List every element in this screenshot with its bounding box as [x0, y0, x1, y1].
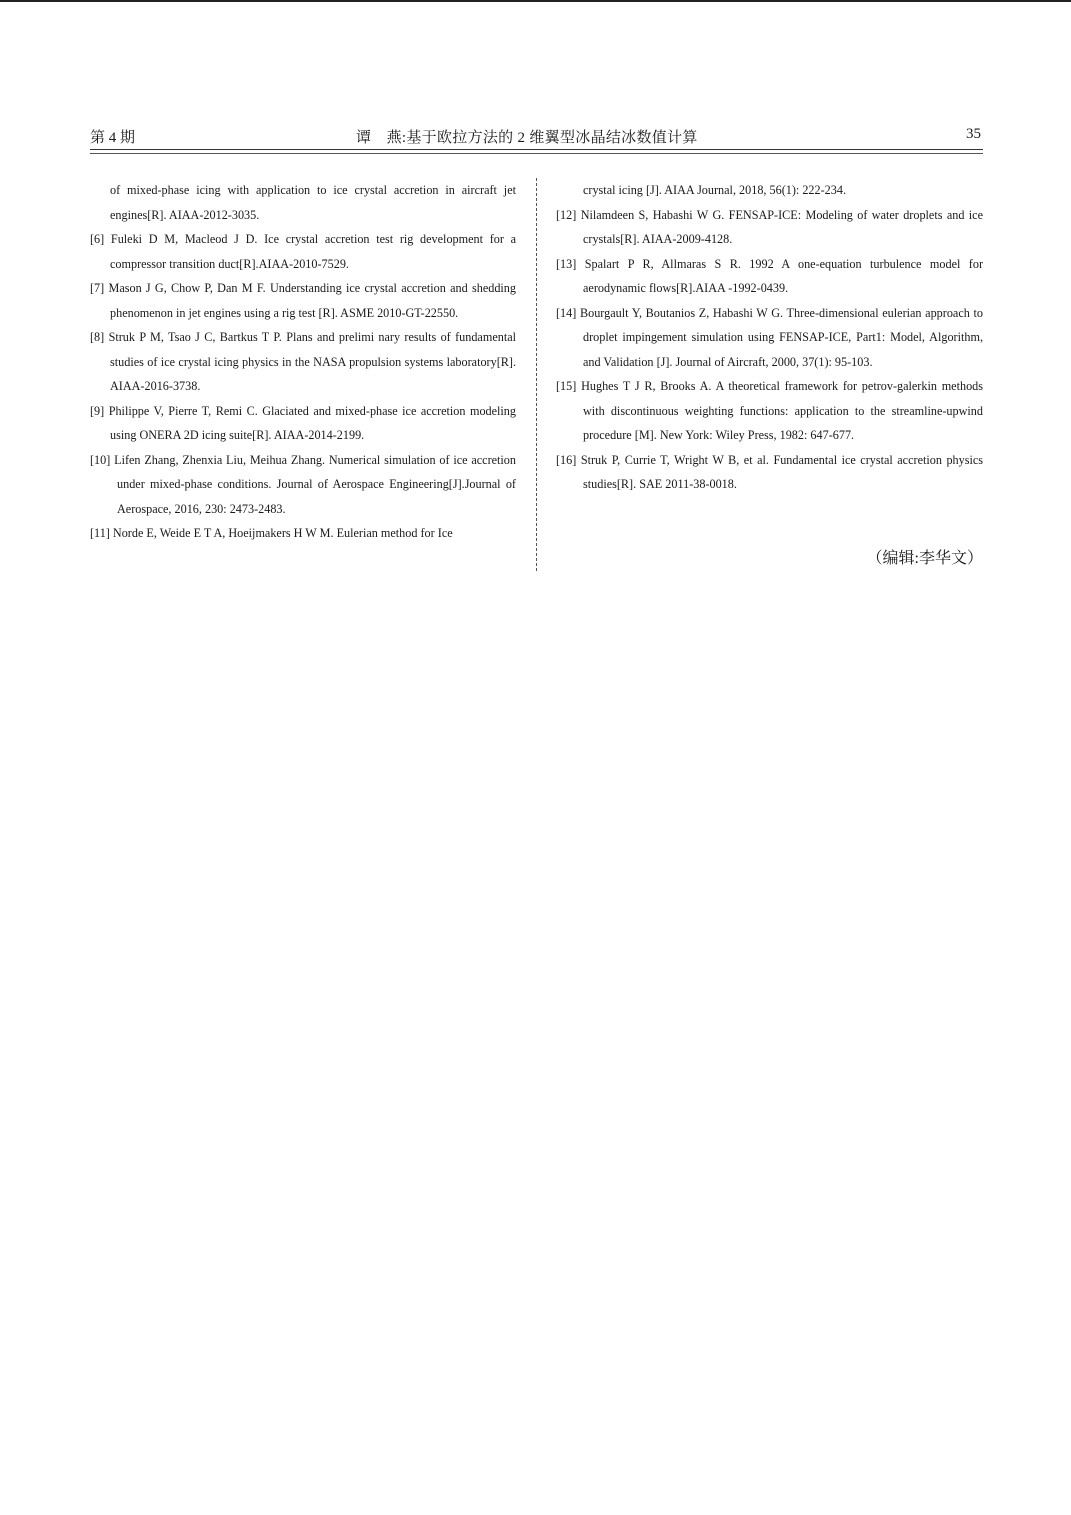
reference-text: of mixed-phase icing with application to ice crystal accretion in aircraft jet engines[R]. AIAA-2012-3035. [110, 183, 516, 222]
reference-label: [13] [556, 256, 577, 271]
reference-item [90, 521, 516, 546]
reference-text: Struk P, Currie T, Wright W B, et al. Fundamental ice crystal accretion physics studies[R]. SAE 2011-38-0018. [580, 452, 984, 491]
reference-text: Mason J G, Chow P, Dan M F. Understanding ice crystal accretion and shedding phenomenon in jet engines using a rig test [R]. ASME 2010-GT-22550. [108, 281, 516, 320]
reference-label: [12] [556, 207, 577, 222]
page-top-border [0, 0, 1071, 2]
reference-label: [8] [90, 330, 105, 344]
reference-item [556, 301, 983, 375]
reference-text: Struk P M, Tsao J C, Bartkus T P. Plans and prelimi nary results of fundamental studies of ice crystal icing physics in the NASA propulsion systems laboratory[R]. AIAA-2016-3738. [108, 330, 516, 393]
reference-label: [14] [556, 305, 577, 320]
reference-label: [7] [90, 281, 105, 295]
reference-item [90, 178, 516, 227]
reference-item [90, 325, 516, 399]
reference-text: Norde E, Weide E T A, Hoeijmakers H W M. Eulerian method for Ice [112, 526, 453, 540]
header-rule-secondary [90, 153, 983, 154]
references-column-right [556, 178, 983, 497]
reference-item [90, 448, 516, 522]
reference-label: [9] [90, 403, 105, 418]
reference-item [556, 448, 983, 497]
reference-text: Lifen Zhang, Zhenxia Liu, Meihua Zhang. Numerical simulation of ice accretion under mixed-phase conditions. Journal of Aerospace Engineering[J].Journal of Aerospace, 2016, 230: 2473-2483. [114, 452, 516, 516]
reference-item [90, 276, 516, 325]
header-rule [90, 149, 983, 150]
reference-item [556, 178, 983, 203]
reference-text: crystal icing [J]. AIAA Journal, 2018, 56(1): 222-234. [583, 183, 847, 197]
running-title: 谭 燕:基于欧拉方法的 2 维翼型冰晶结冰数值计算 [356, 130, 698, 146]
reference-label: [15] [556, 379, 577, 393]
reference-item [90, 227, 516, 276]
references-column-left [90, 178, 516, 546]
reference-item [556, 252, 983, 301]
column-divider [536, 178, 537, 571]
running-header [90, 126, 983, 148]
reference-text: Philippe V, Pierre T, Remi C. Glaciated and mixed-phase ice accretion modeling using ONERA 2D icing suite[R]. AIAA-2014-2199. [108, 403, 516, 442]
reference-text: Nilamdeen S, Habashi W G. FENSAP-ICE: Modeling of water droplets and ice crystals[R]. AIAA-2009-4128. [580, 207, 984, 246]
reference-item [90, 399, 516, 448]
issue-number: 第 4 期 [90, 130, 136, 146]
reference-item [556, 374, 983, 448]
reference-label: [16] [556, 452, 577, 467]
reference-text: Fuleki D M, Macleod J D. Ice crystal accretion test rig development for a compressor transition duct[R].AIAA-2010-7529. [110, 232, 517, 271]
reference-label: [11] [90, 526, 110, 540]
reference-text: Spalart P R, Allmaras S R. 1992 A one-equation turbulence model for aerodynamic flows[R].AIAA -1992-0439. [583, 256, 983, 295]
reference-text: Hughes T J R, Brooks A. A theoretical framework for petrov-galerkin methods with discontinuous weighting functions: application to the streamline-upwind procedure [M]. New York: Wiley Press, 1982: 647-677. [581, 379, 983, 442]
reference-item [556, 203, 983, 252]
page-number: 35 [966, 126, 981, 142]
reference-label: [6] [90, 232, 105, 246]
reference-label: [10] [90, 452, 111, 467]
reference-text: Bourgault Y, Boutanios Z, Habashi W G. Three-dimensional eulerian approach to droplet impingement simulation using FENSAP-ICE, Part1: Model, Algorithm, and Validation [J]. Journal of Aircraft, 2000, 37(1): 95-103. [579, 305, 983, 369]
editor-note: （编辑:李华文） [866, 550, 983, 567]
